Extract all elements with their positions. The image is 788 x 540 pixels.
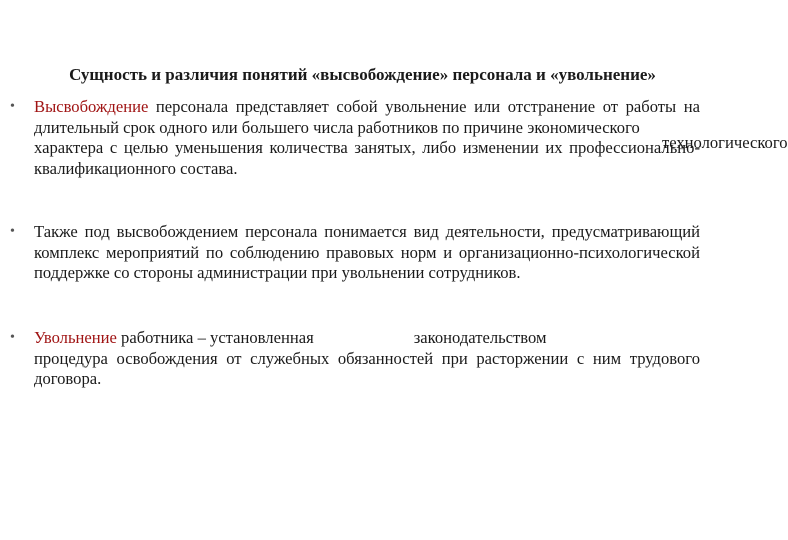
- bullet-marker: •: [10, 224, 15, 239]
- slide-title: Сущность и различия понятий «высвобождение» персонала и «увольнение»: [69, 65, 656, 84]
- bullet-text-1: [34, 97, 788, 179]
- overlay-word: технологического: [661, 132, 788, 152]
- bullet-text: работника – установленная: [116, 328, 314, 347]
- bullet-text: процедура освобождения от служебных обязанностей при расторжении с ним трудового договора.: [34, 348, 700, 388]
- bullet-item-2: [10, 222, 700, 284]
- bullet-item-3: [10, 328, 700, 390]
- bullet-text: характера с целью уменьшения количества занятых, либо изменении их профессионально-квалификационного состава.: [34, 138, 700, 178]
- bullet-marker: •: [10, 330, 15, 345]
- bullet-item-1: [10, 97, 788, 179]
- bullet-marker: •: [10, 99, 15, 114]
- bullet-text-2: Также под высвобождением персонала понимается вид деятельности, предусматривающий комплекс мероприятий по соблюдению правовых норм и организационно-психологической поддержке со стороны администрации при увольнении сотрудников.: [34, 222, 700, 282]
- bullet-text: законодательством: [413, 328, 547, 347]
- term-link[interactable]: Увольнение: [34, 328, 117, 347]
- term-link[interactable]: Высвобождение: [34, 97, 149, 116]
- bullet-text-3: [34, 328, 700, 390]
- bullet-text: персонала представляет собой увольнение или отстранение от работы на длительный срок одного или большего числа работников по причине экономического: [34, 97, 700, 137]
